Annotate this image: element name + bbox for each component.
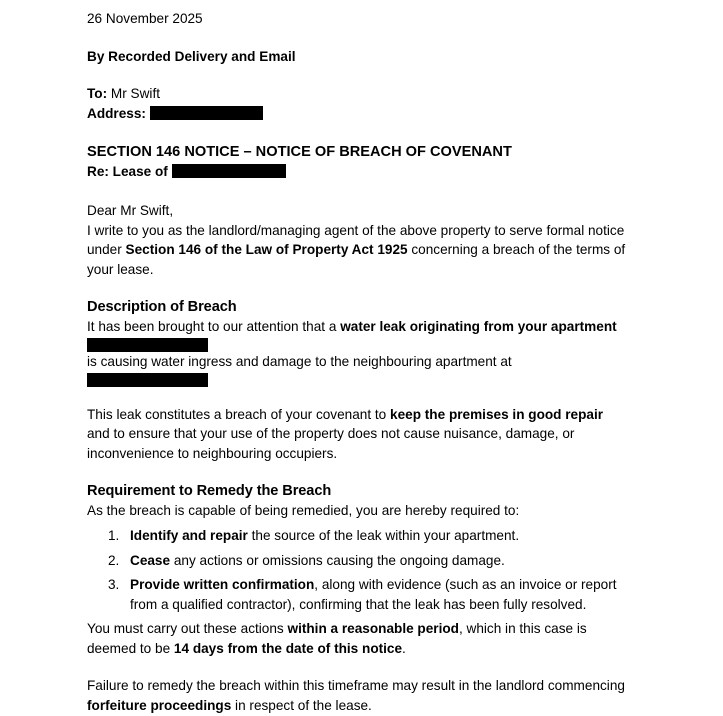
notice-title: SECTION 146 NOTICE – NOTICE OF BREACH OF COVENANT xyxy=(87,144,512,161)
list-item-text: the source of the leak within your apartment. xyxy=(247,527,520,543)
failure-paragraph xyxy=(87,676,627,715)
redaction-bar-apartment-1 xyxy=(87,338,208,352)
covenant-text-2: and to ensure that your use of the property does not cause nuisance, damage, or inconvenience to neighbouring occupiers. xyxy=(87,426,575,461)
deadline-paragraph xyxy=(87,619,627,658)
intro-text-1: I write to you as the landlord/managing agent of the above property to serve formal notice under xyxy=(87,222,625,258)
redaction-bar-lease xyxy=(172,164,286,178)
recipient-to-line xyxy=(87,84,627,104)
delivery-method: By Recorded Delivery and Email xyxy=(87,48,296,64)
list-item xyxy=(87,551,627,571)
recipient-address-label: Address: xyxy=(87,105,146,121)
intro-statute: Section 146 of the Law of Property Act 1925 xyxy=(125,242,408,258)
recipient-to-value: Mr Swift xyxy=(110,86,160,102)
breach-text-2: is causing water ingress and damage to the neighbouring apartment at xyxy=(87,353,512,369)
breach-emphasis: water leak originating from your apartment xyxy=(340,319,617,335)
deadline-emphasis-2: 14 days from the date of this notice xyxy=(173,640,403,656)
spacer xyxy=(87,29,627,47)
spacer xyxy=(87,387,627,405)
letter-date: 26 November 2025 xyxy=(87,11,203,26)
list-item-number: 2. xyxy=(108,552,120,568)
spacer xyxy=(87,658,627,676)
intro-text-2: concerning a breach of the terms of your lease. xyxy=(87,242,626,277)
list-item-emphasis: Cease xyxy=(130,552,171,568)
redaction-bar-apartment-2 xyxy=(87,373,208,387)
list-item-text: any actions or omissions causing the ongoing damage. xyxy=(170,552,505,568)
lease-reference-line xyxy=(87,162,627,182)
spacer xyxy=(87,123,627,142)
deadline-text-2: , which in this case is deemed to be xyxy=(87,621,587,656)
section-heading-description-of-breach: Description of Breach xyxy=(87,299,237,316)
failure-text-1: Failure to remedy the breach within this timeframe may result in the landlord commencing xyxy=(87,678,625,694)
list-item-emphasis: Identify and repair xyxy=(130,527,248,543)
recipient-to-label: To: xyxy=(87,86,108,102)
covenant-text-1: This leak constitutes a breach of your covenant to xyxy=(87,406,391,422)
deadline-text-1: You must carry out these actions xyxy=(87,621,288,637)
breach-text-1: It has been brought to our attention that a xyxy=(87,319,341,335)
document-body xyxy=(87,9,627,716)
redaction-bar-address xyxy=(150,106,263,120)
list-item-text: , along with evidence (such as an invoice or report from a qualified contractor), confirming that the leak has been fully resolved. xyxy=(130,577,617,612)
covenant-paragraph xyxy=(87,405,627,464)
spacer xyxy=(87,463,627,481)
failure-emphasis: forfeiture proceedings xyxy=(87,698,232,714)
breach-description-paragraph xyxy=(87,317,627,386)
spacer xyxy=(87,182,627,201)
deadline-emphasis-1: within a reasonable period xyxy=(287,621,459,637)
list-item-number: 3. xyxy=(108,577,120,593)
section-heading-requirement-to-remedy: Requirement to Remedy the Breach xyxy=(87,483,332,500)
covenant-emphasis: keep the premises in good repair xyxy=(390,406,604,422)
list-item-emphasis: Provide written confirmation xyxy=(130,577,315,593)
recipient-address-line xyxy=(87,104,627,124)
remedy-requirements-list xyxy=(87,526,627,614)
lease-reference-label: Re: Lease of xyxy=(87,164,168,180)
remedy-lead-in: As the breach is capable of being remedied, you are hereby required to: xyxy=(87,503,520,519)
deadline-text-3: . xyxy=(402,640,406,656)
list-item-number: 1. xyxy=(108,527,120,543)
intro-paragraph xyxy=(87,221,627,280)
list-item xyxy=(87,526,627,546)
spacer xyxy=(87,66,627,84)
spacer xyxy=(87,279,627,297)
list-item xyxy=(87,575,627,614)
failure-text-2: in respect of the lease. xyxy=(231,698,372,714)
salutation: Dear Mr Swift, xyxy=(87,202,174,218)
